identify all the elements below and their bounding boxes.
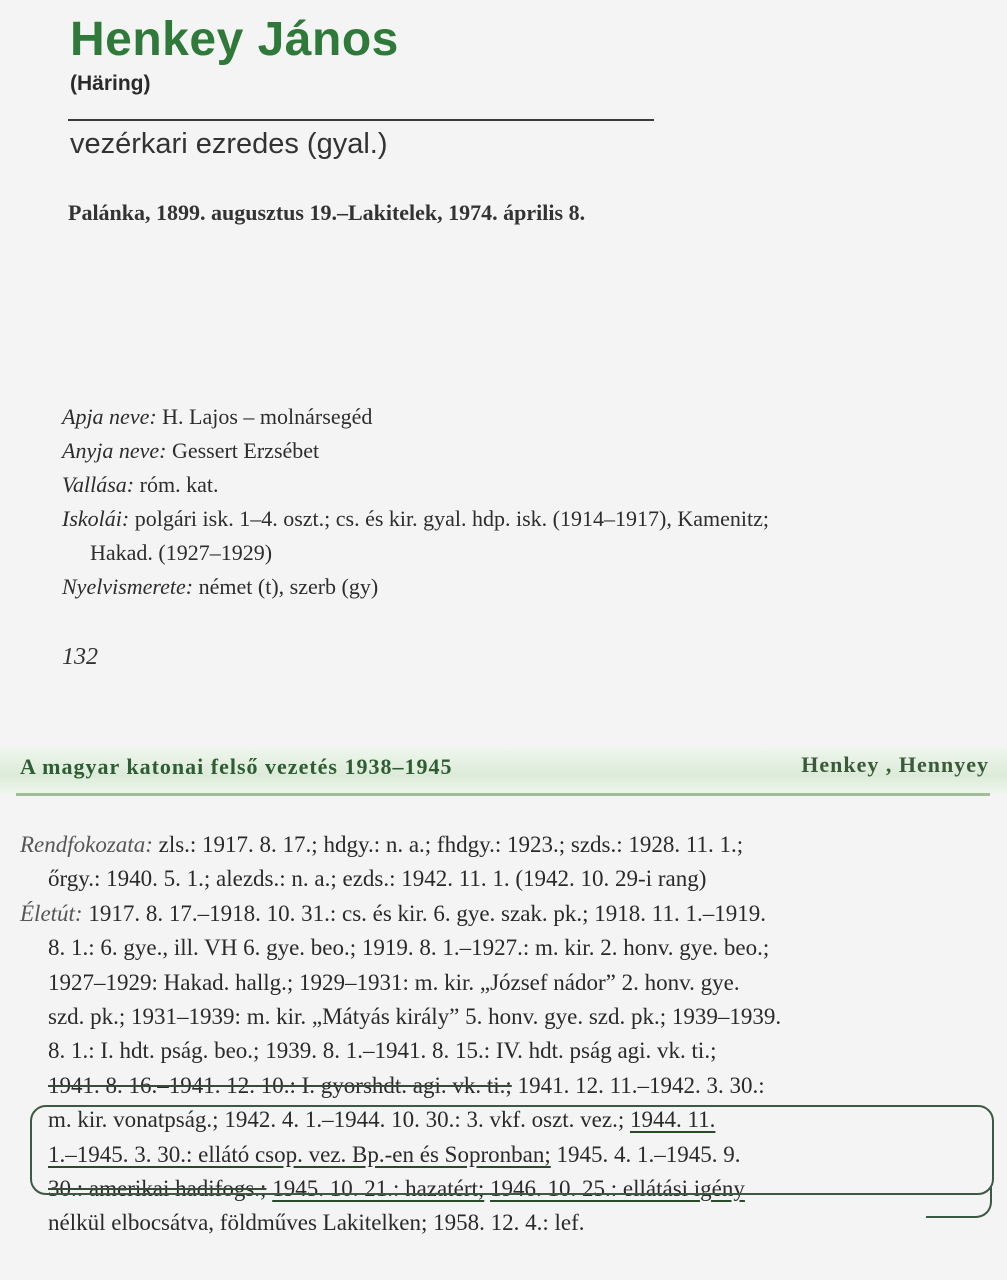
life-text: szd. pk.; 1931–1939: m. kir. „Mátyás király” 5. honv. gye. szd. pk.; 1939–1939. xyxy=(48,1003,782,1029)
person-alias: (Häring) xyxy=(70,72,151,95)
running-header-title: A magyar katonai felső vezetés 1938–1945 xyxy=(20,754,453,779)
running-header-names: Henkey , Hennyey xyxy=(801,752,989,777)
mother-row xyxy=(62,434,982,468)
career-line xyxy=(20,1034,990,1068)
career-line xyxy=(20,1138,990,1172)
underlined-text: 1944. 11. xyxy=(629,1107,716,1133)
page-number: 132 xyxy=(62,644,98,670)
mother-label: Anyja neve: xyxy=(62,438,167,463)
life-text: 1945. 4. 1.–1945. 9. xyxy=(556,1141,741,1167)
personal-data-block xyxy=(62,400,982,604)
career-line xyxy=(20,1172,990,1206)
military-rank: vezérkari ezredes (gyal.) xyxy=(70,128,388,160)
title-divider xyxy=(68,119,654,121)
languages-label: Nyelvismerete: xyxy=(62,574,194,599)
career-line xyxy=(20,1069,990,1103)
birth-death-line: Palánka, 1899. augusztus 19.–Lakitelek, 1974. április 8. xyxy=(68,200,586,225)
schools-value-2: Hakad. (1927–1929) xyxy=(90,540,273,565)
underlined-text: 1945. 10. 21.: hazatért; xyxy=(272,1175,485,1201)
father-label: Apja neve: xyxy=(62,404,157,429)
father-value: H. Lajos – molnársegéd xyxy=(162,404,373,429)
schools-value: polgári isk. 1–4. oszt.; cs. és kir. gyal. hdp. isk. (1914–1917), Kamenitz; xyxy=(134,506,769,531)
schools-row xyxy=(62,502,982,536)
career-line xyxy=(20,862,990,896)
religion-label: Vallása: xyxy=(62,472,135,497)
life-text: 1927–1929: Hakad. hallg.; 1929–1931: m. kir. „József nádor” 2. honv. gye. xyxy=(48,969,740,995)
father-row xyxy=(62,400,982,434)
career-line xyxy=(20,828,990,862)
career-line xyxy=(20,931,990,965)
underlined-text: 1946. 10. 25.: ellátási igény xyxy=(490,1175,745,1201)
schools-label: Iskolái: xyxy=(62,506,130,531)
career-block xyxy=(20,828,990,1241)
rank-label: Rendfokozata: xyxy=(20,832,153,857)
career-line xyxy=(20,1206,990,1240)
career-line xyxy=(20,897,990,931)
life-text: 8. 1.: I. hdt. pság. beo.; 1939. 8. 1.–1941. 8. 15.: IV. hdt. pság agi. vk. ti.; xyxy=(48,1038,717,1064)
schools-row-continued xyxy=(62,536,982,570)
religion-row xyxy=(62,468,982,502)
underlined-text: 1.–1945. 3. 30.: ellátó csop. vez. Bp.-en és Sopronban; xyxy=(48,1141,551,1167)
languages-value: német (t), szerb (gy) xyxy=(198,574,379,599)
career-line xyxy=(20,1000,990,1034)
running-header-divider xyxy=(16,793,990,796)
languages-row xyxy=(62,570,982,604)
life-text: nélkül elbocsátva, földműves Lakitelken; 1958. 12. 4.: lef. xyxy=(48,1210,585,1236)
struck-text: 1941. 8. 16.–1941. 12. 10.: I. gyorshdt. agi. vk. ti.; xyxy=(48,1072,512,1098)
career-line xyxy=(20,1103,990,1137)
life-text: 8. 1.: 6. gye., ill. VH 6. gye. beo.; 1919. 8. 1.–1927.: m. kir. 2. honv. gye. beo.; xyxy=(48,935,770,961)
mother-value: Gessert Erzsébet xyxy=(171,438,320,463)
person-name: Henkey János xyxy=(70,13,399,66)
life-text: 1917. 8. 17.–1918. 10. 31.: cs. és kir. 6. gye. szak. pk.; 1918. 11. 1.–1919. xyxy=(88,900,766,926)
life-text: m. kir. vonatpság.; 1942. 4. 1.–1944. 10. 30.: 3. vkf. oszt. vez.; xyxy=(48,1107,625,1133)
rank-text: zls.: 1917. 8. 17.; hdgy.: n. a.; fhdgy.: 1923.; szds.: 1928. 11. 1.; xyxy=(158,832,744,857)
rank-text-2: őrgy.: 1940. 5. 1.; alezds.: n. a.; ezds.: 1942. 11. 1. (1942. 10. 29-i rang) xyxy=(48,866,707,892)
life-text: 1941. 12. 11.–1942. 3. 30.: xyxy=(517,1072,765,1098)
struck-text: 30.: amerikai hadifogs.; xyxy=(48,1175,267,1201)
religion-value: róm. kat. xyxy=(139,472,219,497)
career-line xyxy=(20,966,990,1000)
life-label: Életút: xyxy=(20,900,83,926)
